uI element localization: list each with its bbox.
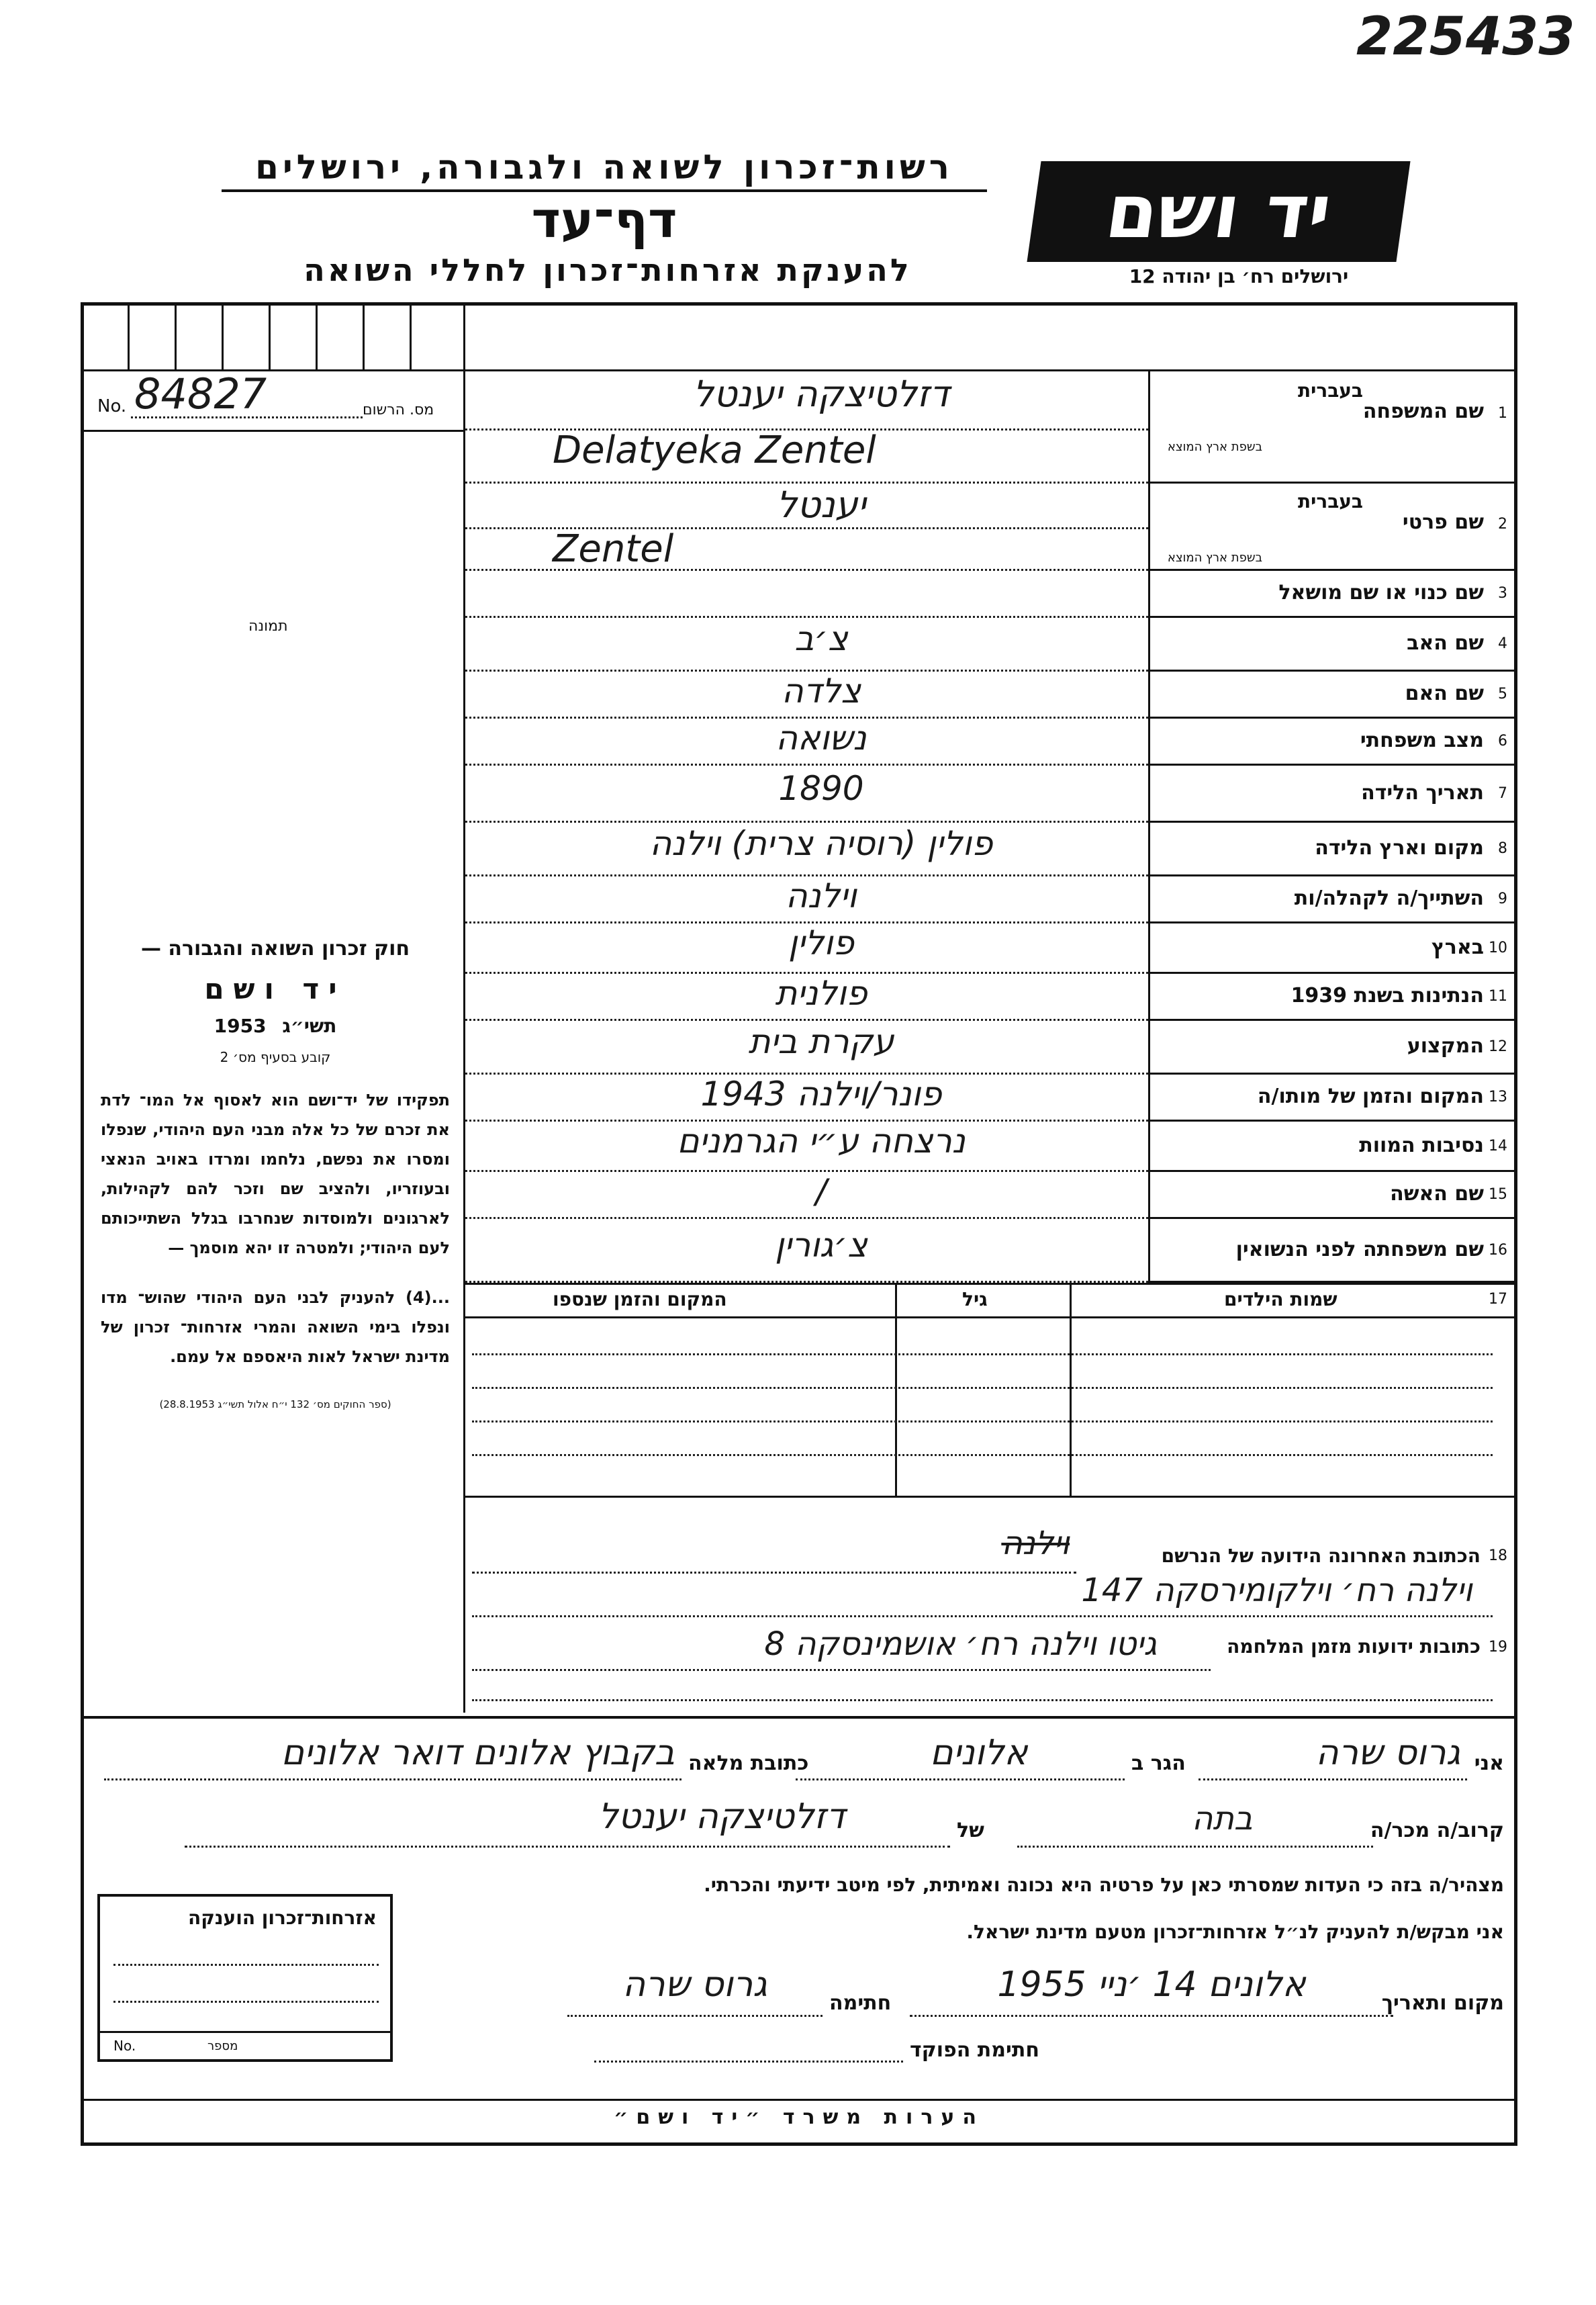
law-title: חוק זכרון השואה והגבורה — (140, 937, 410, 960)
field-17-number: 17 (1489, 1291, 1507, 1308)
photo-label: תמונה (248, 618, 288, 635)
address-18-value-a: וילנה (1001, 1525, 1070, 1562)
field-row-13 (465, 1075, 1517, 1122)
field-13-value: פונר/וילנה 1943 (700, 1075, 942, 1114)
declarant-relation: בתה (1192, 1800, 1253, 1838)
field-2-hebrew-sublabel: בעברית (1297, 490, 1363, 512)
field-1-hebrew-sublabel: בעברית (1297, 379, 1363, 402)
declarant-relation-label: קרוב/ה מכר/ה (1370, 1819, 1504, 1842)
field-row-7 (465, 766, 1517, 823)
field-9-value: וילנה (786, 876, 857, 915)
field-row-15 (465, 1172, 1517, 1219)
field-row-3 (465, 571, 1517, 618)
declarant-resident-label: הגר ב (1131, 1752, 1186, 1775)
field-row-12 (465, 1021, 1517, 1075)
stampbox-no: No. (113, 2038, 136, 2054)
field-15-label: שם האשה (1390, 1182, 1484, 1206)
field-7-label: תאריך הלידה (1361, 780, 1484, 805)
declarant-address: בקבוץ אלונים דואר אלונים (281, 1733, 675, 1773)
children-col-place: המקום והזמן שנספו (553, 1288, 727, 1310)
address-19-label: כתובות ידועות מזמן המלחמה (1227, 1635, 1481, 1658)
top-boxes (81, 304, 463, 369)
field-4-value: צ׳ב (794, 619, 848, 658)
signature-label: חתימה (829, 1991, 892, 2015)
field-18-number: 18 (1489, 1547, 1507, 1564)
law-para-1: תפקידו של יד־ושם הוא לאסוף אל המו־ לדת את זכרם של כל אלה מבני העם היהודי, שנפלו ומסרו את נפשם, נלחמו ומרדו באויב הנאצי ובעוזריו, ולהציב שם וזכר להם לקהילות, לארגונים ולמוסדות שנחרבו בגלל השתייכותם לעם היהודי; ולמטרה זו יהא מוסמך — (101, 1091, 450, 1257)
citizenship-stamp-box (97, 1894, 393, 2062)
field-6-number: 6 (1498, 733, 1507, 750)
field-9-label: השתייך/ה לקהלה/ות (1294, 887, 1484, 910)
law-reference: (ספר החוקים מס׳ 132 י״ח אלול תשי״ג 28.8.1953) (159, 1398, 391, 1410)
field-row-5 (465, 672, 1517, 719)
field-8-label: מקום וארץ הלידה (1315, 836, 1484, 860)
children-col-names: שמות הילדים (1224, 1288, 1337, 1310)
field-3-number: 3 (1498, 585, 1507, 602)
field-4-label: שם האב (1407, 631, 1484, 655)
field-8-value: פולין (רוסיה צרית) וילנה (649, 824, 993, 863)
logo-text: יד ושם (1100, 169, 1337, 255)
address-19-value: גיטו וילנה רח׳ אושמינסקה 8 (764, 1625, 1157, 1663)
field-15-number: 15 (1489, 1186, 1507, 1203)
field-8-number: 8 (1498, 840, 1507, 857)
footer-remarks: הערות משרד ״יד ושם״ (614, 2106, 984, 2129)
field-row-14 (465, 1122, 1517, 1172)
law-sidebar (101, 937, 450, 1410)
field-1-value-latin: Delatyeka Zentel (553, 428, 876, 472)
field-2-origin-sublabel: בשפת ארץ המוצא (1167, 551, 1262, 565)
declarant-of: דזלטיצקה יענטל (598, 1797, 845, 1837)
law-year-he: תשי״ג (282, 1015, 337, 1037)
field-row-10 (465, 923, 1517, 974)
field-5-label: שם האם (1405, 682, 1484, 705)
field-10-value: פולין (788, 923, 855, 962)
law-name: יד ושם (204, 973, 346, 1005)
field-10-number: 10 (1489, 939, 1507, 956)
address-18-value-b: וילנה רח׳ וילקומירסקה 147 (1081, 1572, 1472, 1609)
law-year: 1953 (214, 1015, 267, 1037)
field-11-label: הנתינות בשנת 1939 (1290, 984, 1484, 1007)
place-date-label: מקום ותאריך (1381, 1991, 1504, 2015)
field-2-label: שם פרטי (1402, 510, 1484, 534)
officer-signature-label: חתימת הפוקד (910, 2038, 1039, 2062)
declarant-ani: אני (1474, 1752, 1504, 1775)
registration-number: 84827 (134, 369, 267, 418)
field-19-number: 19 (1489, 1639, 1507, 1656)
field-14-value: נרצחה ע״י הגרמנים (677, 1122, 966, 1161)
field-5-number: 5 (1498, 686, 1507, 703)
address-18-label: הכתובת האחרונה הידועה של הנרשם (1161, 1545, 1481, 1567)
header-authority: רשות־זכרון לשואה ולגבורה, ירושלים (255, 148, 953, 187)
declarant-address-label: כתובת מלאה (688, 1752, 809, 1775)
field-row-1 (465, 373, 1517, 484)
field-row-16 (465, 1219, 1517, 1283)
field-15-value: / (815, 1172, 827, 1211)
field-row-2 (465, 484, 1517, 571)
field-row-8 (465, 823, 1517, 876)
field-12-value: עקרת בית (748, 1022, 894, 1061)
field-12-label: המקצוע (1407, 1034, 1484, 1058)
field-row-4 (465, 618, 1517, 672)
field-7-value: 1890 (778, 768, 864, 808)
yad-vashem-logo (1027, 161, 1410, 262)
logo-address: ירושלים רח׳ בן יהודה 12 (1129, 265, 1349, 287)
field-6-label: מצב משפחתי (1360, 729, 1484, 752)
field-10-label: בארץ (1431, 935, 1484, 959)
field-12-number: 12 (1489, 1038, 1507, 1055)
field-1-origin-sublabel: בשפת ארץ המוצא (1167, 440, 1262, 454)
field-14-label: נסיבות המוות (1359, 1133, 1484, 1157)
field-6-value: נשואה (776, 719, 867, 758)
field-11-value: פולנית (775, 974, 867, 1013)
field-row-11 (465, 974, 1517, 1021)
field-11-number: 11 (1489, 988, 1507, 1005)
field-2-value-latin: Zentel (553, 527, 674, 571)
field-14-number: 14 (1489, 1137, 1507, 1155)
request-text: אני מבקש/ת להעניק לנ״ל אזרחות־זכרון מטעם מדינת ישראל. (966, 1921, 1504, 1943)
header-subtitle: להענקת אזרחות־זכרון לחללי השואה (303, 252, 912, 288)
registration-prefix: No. (97, 396, 127, 416)
field-9-number: 9 (1498, 891, 1507, 907)
page-title: דף־עד (531, 191, 677, 249)
field-1-label: שם המשפחה (1362, 400, 1484, 423)
signature: גרוס שרה (622, 1964, 767, 2005)
declarant-name: גרוס שרה (1315, 1733, 1460, 1773)
field-7-number: 7 (1498, 784, 1507, 802)
declarant-of-label: של (957, 1819, 984, 1842)
registration-label: מס. הרשום (363, 402, 434, 418)
law-para-2: ...(4) להעניק לבני העם היהודי שהוש־ מדו ונפלו בימי השואה והמרי אזרחות־ זכרון של מדינת ישראל לאות היאספם אל עמם. (101, 1288, 450, 1366)
corner-number: 225433 (1356, 7, 1575, 67)
children-col-age: גיל (962, 1288, 988, 1310)
addresses-section (465, 1504, 1517, 1713)
children-table (465, 1283, 1517, 1498)
field-2-value: יענטל (776, 484, 866, 526)
field-13-label: המקום והזמן של מותו/ה (1257, 1085, 1484, 1108)
field-3-label: שם כנוי או שם מושאל (1278, 581, 1484, 604)
field-4-number: 4 (1498, 635, 1507, 652)
field-1-number: 1 (1498, 405, 1507, 422)
stampbox-title: אזרחות־זכרון הוענקה (188, 1907, 377, 1929)
declaration-text: מצהיר/ה בזה כי העדות שמסרתי כאן על פרטיה היא נכונה ואמיתית, לפי מיטב ידיעתי והכרתי. (704, 1874, 1504, 1896)
field-2-number: 2 (1498, 516, 1507, 533)
law-clause: קובע בסעיף מס׳ 2 (220, 1049, 331, 1065)
field-row-9 (465, 876, 1517, 923)
field-5-value: צלדה (781, 672, 861, 711)
place-date: אלונים 14 ׳ניי 1955 (997, 1964, 1306, 2005)
declarant-resident: אלונים (930, 1733, 1028, 1773)
field-row-6 (465, 719, 1517, 766)
field-13-number: 13 (1489, 1089, 1507, 1105)
field-16-label: שם משפחתה לפני הנשואין (1235, 1237, 1484, 1261)
field-1-value: דזלטיצקה יענטל (693, 373, 949, 415)
stampbox-no-label: מספר (207, 2039, 238, 2053)
field-16-number: 16 (1489, 1241, 1507, 1259)
field-16-value: צ׳גורין (775, 1225, 867, 1265)
